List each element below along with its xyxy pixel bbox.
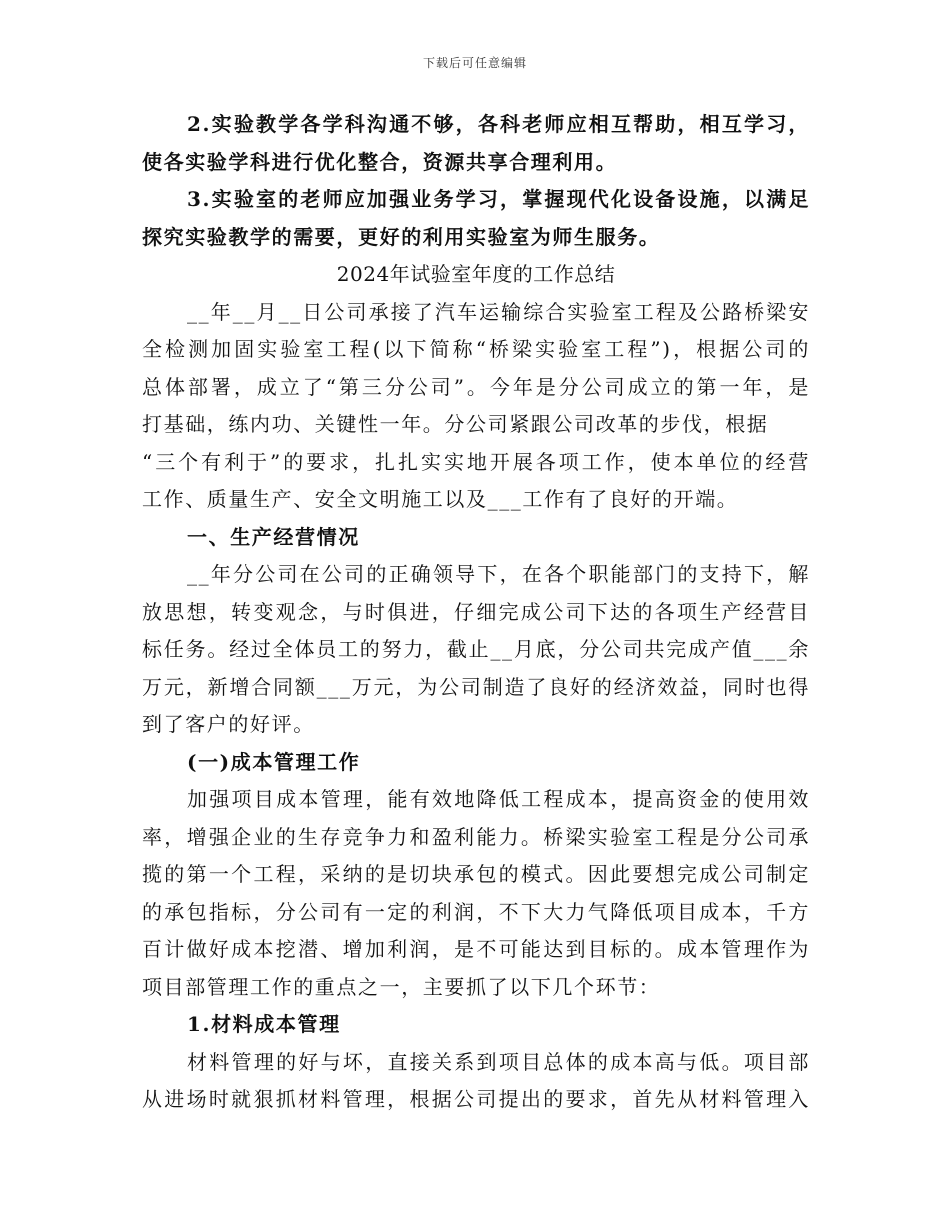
paragraph-line: “三个有利于”的要求，扎扎实实地开展各项工作，使本单位的经营: [142, 449, 810, 474]
paragraph-line: 探究实验教学的需要，更好的利用实验室为师生服务。: [142, 224, 661, 249]
paragraph-line: 加强项目成本管理，能有效地降低工程成本，提高资金的使用效: [187, 787, 810, 811]
paragraph-line: 总体部署，成立了“第三分公司”。今年是分公司成立的第一年，是: [142, 374, 810, 399]
paragraph-line: 百计做好成本挖潜、增加利润，是不可能达到目标的。成本管理作为: [142, 937, 810, 961]
paragraph-line: __年分公司在公司的正确领导下，在各个职能部门的支持下，解: [187, 562, 810, 586]
paragraph-line: 打基础，练内功、关键性一年。分公司紧跟公司改革的步伐，根据: [142, 412, 769, 436]
document-body: [142, 106, 810, 1119]
paragraph-line: 材料管理的好与坏，直接关系到项目总体的成本高与低。项目部: [187, 1049, 810, 1074]
paragraph-line: 全检测加固实验室工程(以下简称“桥梁实验室工程”)，根据公司的: [142, 337, 810, 361]
paragraph-line: 从进场时就狠抓材料管理，根据公司提出的要求，首先从材料管理入: [142, 1087, 810, 1111]
paragraph-line: 揽的第一个工程，采纳的是切块承包的模式。因此要想完成公司制定: [142, 862, 810, 886]
paragraph-line: 工作、质量生产、安全文明施工以及___工作有了良好的开端。: [142, 487, 739, 511]
paragraph-line: 3.实验室的老师应加强业务学习，掌握现代化设备设施，以满足: [187, 187, 810, 211]
paragraph-line: 到了客户的好评。: [142, 712, 315, 736]
paragraph-line: 的承包指标，分公司有一定的利润，不下大力气降低项目成本，千方: [142, 899, 810, 924]
subsection-heading: (一)成本管理工作: [187, 749, 361, 774]
paragraph-line: 放思想，转变观念，与时俱进，仔细完成公司下达的各项生产经营目: [142, 599, 810, 624]
paragraph-line: 使各实验学科进行优化整合，资源共享合理利用。: [142, 149, 618, 174]
paragraph-line: 标任务。经过全体员工的努力，截止__月底，分公司共完成产值___余: [142, 637, 810, 661]
subsection-heading: 1.材料成本管理: [187, 1012, 341, 1036]
section-heading: 一、生产经营情况: [187, 524, 360, 549]
paragraph-line: 率，增强企业的生存竞争力和盈利能力。桥梁实验室工程是分公司承: [142, 824, 810, 849]
paragraph-line: __年__月__日公司承接了汽车运输综合实验室工程及公路桥梁安: [187, 299, 810, 324]
paragraph-line: 项目部管理工作的重点之一，主要抓了以下几个环节：: [142, 974, 661, 999]
paragraph-line: 万元，新增合同额___万元，为公司制造了良好的经济效益，同时也得: [142, 674, 810, 699]
page-header-note: 下载后可任意编辑: [422, 56, 527, 70]
document-title: 2024年试验室年度的工作总结: [336, 262, 616, 286]
paragraph-line: 2.实验教学各学科沟通不够，各科老师应相互帮助，相互学习，: [187, 112, 810, 136]
